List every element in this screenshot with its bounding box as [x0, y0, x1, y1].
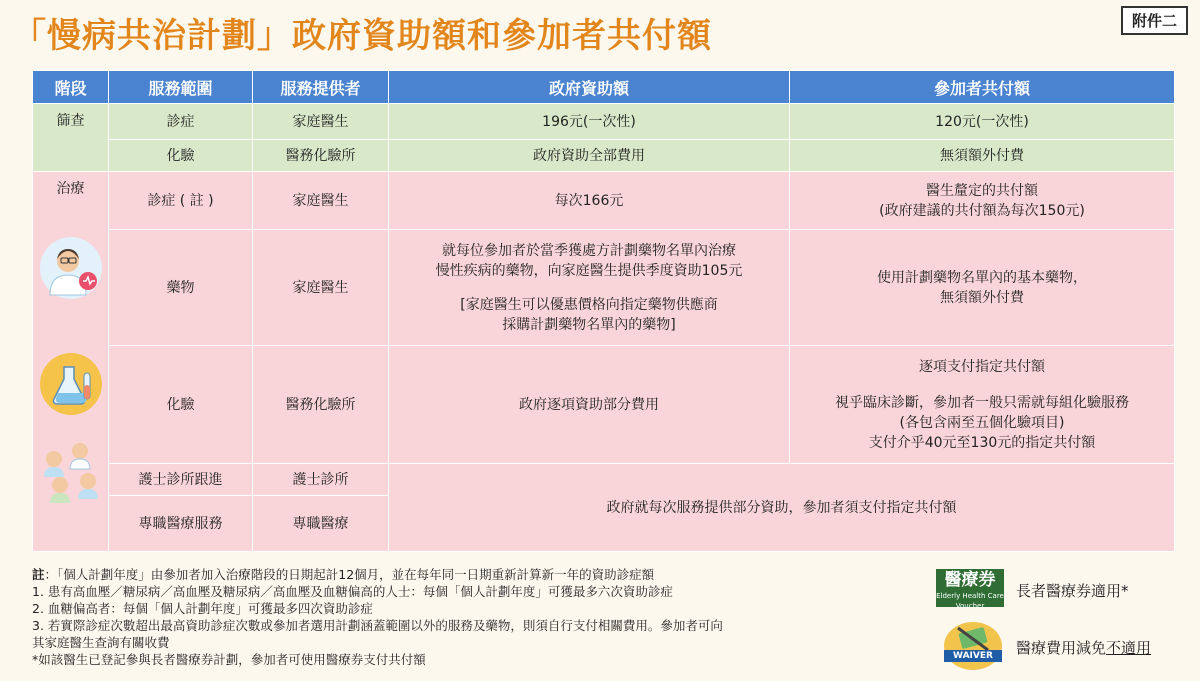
copay-line: (政府建議的共付額為每次150元): [879, 202, 1085, 219]
scope-cell: 專職醫療服務: [109, 496, 253, 552]
copay-line: 無須額外付費: [940, 289, 1024, 306]
copay-line: 醫生釐定的共付額: [926, 182, 1038, 199]
note-label: 註: [32, 567, 45, 582]
subsidy-cell: 每次166元: [389, 172, 790, 230]
stage-screening: 篩查: [33, 104, 109, 172]
table-row: [33, 172, 1175, 230]
copay-cell: 120元(一次性): [790, 104, 1175, 140]
subsidy-line: 採購計劃藥物名單內的藥物]: [502, 316, 676, 333]
provider-cell: 醫務化驗所: [253, 346, 389, 464]
subsidy-cell: 政府逐項資助部分費用: [389, 346, 790, 464]
note-line: 1. 患有高血壓／糖尿病／高血壓及糖尿病／高血壓及血糖偏高的人士：每個「個人計劃年度」可獲最多六次資助診症: [32, 584, 673, 599]
stage-treatment-label: 治療: [56, 181, 85, 197]
header-stage: 階段: [33, 71, 109, 104]
stage-treatment: [33, 172, 109, 552]
money-icon: [944, 622, 1002, 670]
copay-cell: [790, 172, 1175, 230]
table-header-row: [33, 71, 1175, 104]
voucher-logo: 醫療券 Elderly Health Care Voucher: [936, 570, 1004, 610]
copay-line: 使用計劃藥物名單內的基本藥物，: [877, 269, 1087, 286]
header-provider: 服務提供者: [253, 71, 389, 104]
table-row: [33, 140, 1175, 172]
note-line: *如該醫生已登記參與長者醫療券計劃，參加者可使用醫療券支付共付額: [32, 652, 426, 667]
scope-cell: 診症 ( 註 ): [109, 172, 253, 230]
copay-line: 逐項支付指定共付額: [919, 358, 1045, 375]
subsidy-cell: [389, 230, 790, 346]
subsidy-line: [家庭醫生可以優惠價格向指定藥物供應商: [460, 296, 718, 313]
medical-staff-icon: [38, 437, 104, 507]
subsidy-line: 就每位參加者於當季獲處方計劃藥物名單內治療: [442, 242, 736, 259]
waiver-text: 醫療費用減免不適用: [1016, 639, 1152, 657]
copay-cell: 無須額外付費: [790, 140, 1175, 172]
doctor-icon: [40, 237, 102, 299]
provider-cell: 專職醫療: [253, 496, 389, 552]
header-copay: 參加者共付額: [790, 71, 1175, 104]
provider-cell: 醫務化驗所: [253, 140, 389, 172]
copay-line: 支付介乎40元至130元的指定共付額: [868, 434, 1096, 451]
note-line: 2. 血糖偏高者：每個「個人計劃年度」可獲最多四次資助診症: [32, 601, 373, 616]
provider-cell: 家庭醫生: [253, 230, 389, 346]
note-line: 3. 若實際診症次數超出最高資助診症次數或參加者選用計劃涵蓋範圍以外的服務及藥物，則須自行支付相關費用。參加者可向: [32, 618, 723, 633]
voucher-text: 長者醫療券適用*: [1016, 582, 1129, 600]
copay-cell: [790, 230, 1175, 346]
subsidy-line: 慢性疾病的藥物，向家庭醫生提供季度資助105元: [435, 262, 743, 279]
scope-cell: 化驗: [109, 346, 253, 464]
table-row: [33, 230, 1175, 346]
scope-cell: 化驗: [109, 140, 253, 172]
subsidy-cell: 196元(一次性): [389, 104, 790, 140]
provider-cell: 護士診所: [253, 464, 389, 496]
copay-line: 視乎臨床診斷，參加者一般只需就每組化驗服務: [835, 394, 1129, 411]
scope-cell: 診症: [109, 104, 253, 140]
annex-label: 附件二: [1121, 6, 1188, 35]
copay-line: (各包含兩至五個化驗項目): [899, 414, 1065, 431]
subsidy-table: [32, 70, 1175, 552]
page-title: 「慢病共治計劃」政府資助額和參加者共付額: [12, 16, 712, 56]
waiver-label: WAIVER: [944, 650, 1002, 662]
header-scope: 服務範圍: [109, 71, 253, 104]
provider-cell: 家庭醫生: [253, 104, 389, 140]
note-line: 註：「個人計劃年度」由參加者加入治療階段的日期起計12個月，並在每年同一日期重新計算新一年的資助診症額: [32, 567, 655, 582]
lab-flask-icon: [40, 353, 102, 415]
shared-subsidy-cell: 政府就每次服務提供部分資助，參加者須支付指定共付額: [389, 464, 1175, 552]
note-line: 其家庭醫生查詢有關收費: [32, 635, 170, 650]
table-row: [33, 104, 1175, 140]
scope-cell: 藥物: [109, 230, 253, 346]
footnotes: [32, 566, 723, 668]
scope-cell: 護士診所跟進: [109, 464, 253, 496]
table-row: [33, 464, 1175, 496]
header-subsidy: 政府資助額: [389, 71, 790, 104]
subsidy-cell: 政府資助全部費用: [389, 140, 790, 172]
copay-cell: [790, 346, 1175, 464]
table-row: [33, 346, 1175, 464]
provider-cell: 家庭醫生: [253, 172, 389, 230]
